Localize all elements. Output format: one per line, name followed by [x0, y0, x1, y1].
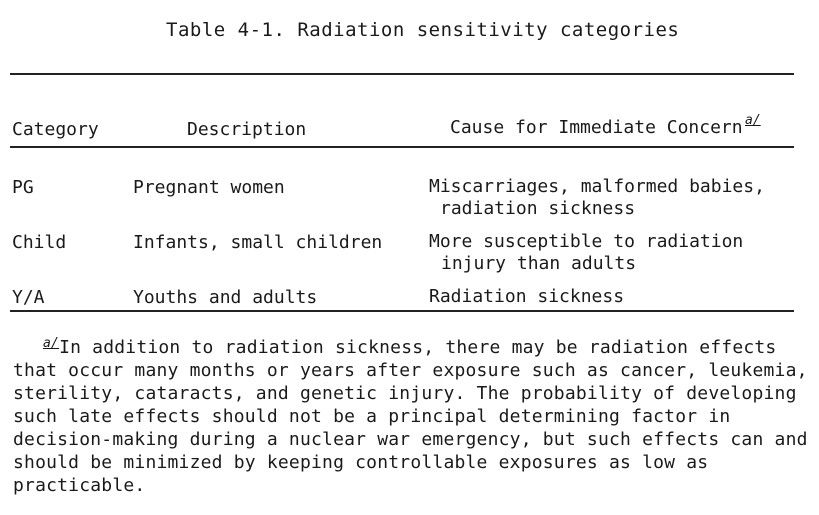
footnote-line-6: should be minimized by keeping controllable exposures as low as [13, 452, 709, 473]
footnote-line-3: sterility, cataracts, and genetic injury. The probability of developing [13, 383, 797, 404]
row-description: Pregnant women [133, 177, 285, 198]
row-concern-line1: Miscarriages, malformed babies, [429, 176, 765, 197]
header-description: Description [187, 119, 307, 140]
bottom-rule [10, 310, 794, 312]
header-category: Category [12, 119, 99, 140]
row-concern-line1: Radiation sickness [429, 286, 625, 307]
table-title: Table 4-1. Radiation sensitivity categories [166, 19, 680, 41]
top-rule [10, 73, 794, 75]
footnote-line-7: practicable. [13, 475, 146, 496]
footnote-line-2: that occur many months or years after exposure such as cancer, leukemia, [13, 360, 808, 381]
row-concern-line2: radiation sickness [440, 198, 636, 219]
footnote-text: In addition to radiation sickness, there may be radiation effects [59, 337, 777, 358]
row-description: Infants, small children [133, 232, 383, 253]
footnote-line-5: decision-making during a nuclear war emergency, but such effects can and [13, 429, 808, 450]
footnote-line-4: such late effects should not be a principal determining factor in [13, 406, 731, 427]
row-category: Y/A [12, 287, 45, 308]
footnote [13, 332, 808, 497]
header-concern: Cause for Immediate Concern [450, 117, 743, 138]
footnote-marker: a/ [43, 336, 60, 351]
row-concern-line1: More susceptible to radiation [429, 231, 744, 252]
row-description: Youths and adults [133, 287, 318, 308]
header-rule [10, 146, 794, 148]
header-concern-footnote-marker: a/ [745, 113, 761, 128]
row-concern-line2: injury than adults [441, 253, 637, 274]
footnote-line-1 [13, 332, 805, 359]
row-category: Child [12, 232, 67, 253]
row-category: PG [12, 177, 34, 198]
